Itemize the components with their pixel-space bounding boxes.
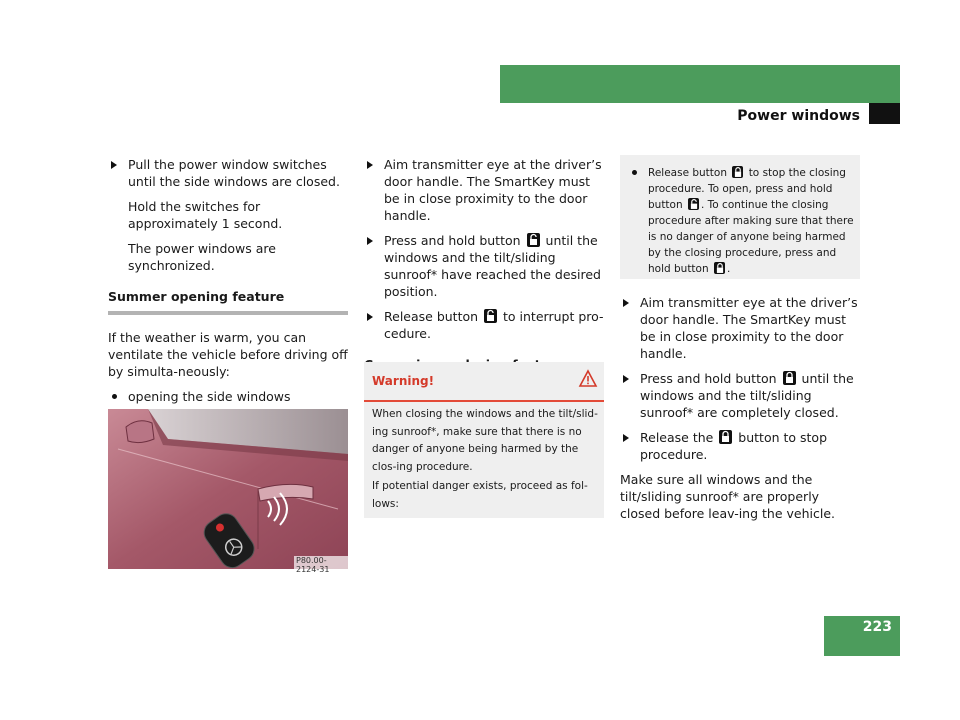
heading-rule	[108, 311, 348, 315]
page-number: 223	[862, 619, 892, 635]
instruction-step: Aim transmitter eye at the driver’s door handle. The SmartKey must be in close proximity to the door handle.	[620, 294, 860, 362]
note-text: Release button to stop the closing procedure. To open, press and hold button . To continue the closing procedure after making sure that there is no danger of anyone being harmed by the closing procedure, press and hold button .	[628, 165, 854, 277]
lock-key-icon	[719, 430, 732, 444]
page-number-box	[824, 616, 900, 656]
column-1	[108, 156, 348, 438]
unlock-key-icon	[527, 233, 540, 247]
step-arrow-icon	[623, 375, 629, 383]
step-note: Hold the switches for approximately 1 second.	[128, 199, 283, 231]
step-arrow-icon	[623, 434, 629, 442]
subsection-title: Power windows	[737, 108, 860, 124]
summer-opening-heading: Summer opening feature	[108, 289, 285, 304]
instruction-step: Aim transmitter eye at the driver’s door handle. The SmartKey must be in close proximity to the door handle.	[364, 156, 604, 224]
instruction-step: Press and hold button until the windows and the tilt/sliding sunroof* are completely closed.	[620, 370, 860, 421]
step-note: The power windows are synchronized.	[128, 241, 276, 273]
header-tab-marker	[869, 103, 900, 124]
instruction-step: Release button to interrupt pro-cedure.	[364, 308, 604, 342]
header-band	[500, 65, 900, 103]
column-2	[364, 156, 604, 397]
lock-key-icon	[732, 166, 743, 178]
instruction-step: Press and hold button until the windows and the tilt/sliding sunroof* have reached the desired position.	[364, 232, 604, 300]
bullet-icon	[632, 170, 637, 175]
summer-intro: If the weather is warm, you can ventilate the vehicle before driving off by simulta-neously:	[108, 330, 348, 379]
step-arrow-icon	[623, 299, 629, 307]
door-handle-photo	[108, 409, 348, 574]
unlock-key-icon	[484, 309, 497, 323]
step-arrow-icon	[367, 237, 373, 245]
lock-key-icon	[783, 371, 796, 385]
list-item: opening the side windows	[108, 388, 348, 405]
bullet-icon	[112, 394, 117, 399]
step-arrow-icon	[111, 161, 117, 169]
step-arrow-icon	[367, 161, 373, 169]
warning-title: Warning!	[372, 374, 435, 388]
note-box	[620, 155, 860, 279]
unlock-key-icon	[688, 198, 699, 210]
warning-text: When closing the windows and the tilt/slid-ing sunroof*, make sure that there is no danger of anyone being harmed by the clos-ing procedure. If potential danger exists, proceed as fol-lows:	[372, 408, 598, 510]
warning-divider	[364, 400, 604, 402]
instruction-step: Pull the power window switches until the side windows are closed.	[108, 156, 348, 190]
instruction-step: Release the button to stop procedure.	[620, 429, 860, 463]
column-3	[620, 294, 860, 530]
warning-triangle-icon	[579, 370, 597, 388]
warning-box	[364, 362, 604, 518]
photo-code: P80.00-2124-31	[294, 556, 348, 574]
lock-key-icon	[714, 262, 725, 274]
car-door-illustration	[108, 409, 348, 569]
closing-note: Make sure all windows and the tilt/sliding sunroof* are properly closed before leav-ing the vehicle.	[620, 472, 835, 521]
step-arrow-icon	[367, 313, 373, 321]
